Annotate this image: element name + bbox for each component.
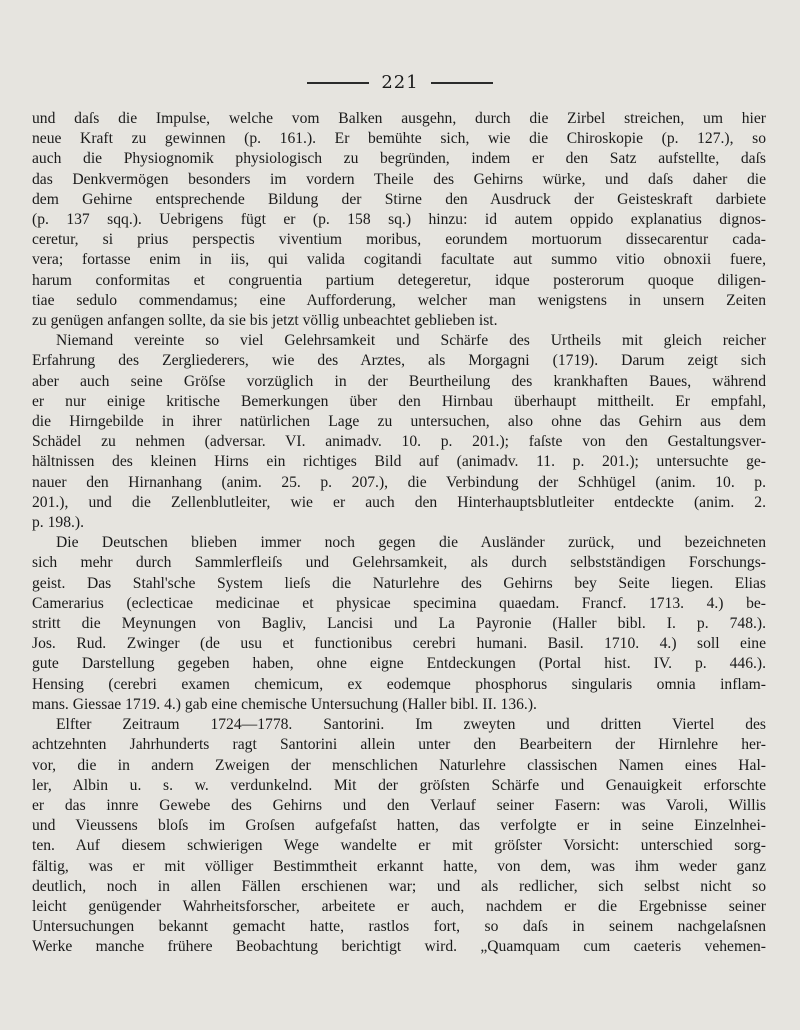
page-number: 221 bbox=[381, 72, 419, 93]
text-line: Erfahrung des Zergliederers, wie des Arztes, als Morgagni (1719). Darum zeigt sich bbox=[32, 352, 766, 370]
text-line: (p. 137 sqq.). Uebrigens fügt er (p. 158 sq.) hinzu: id autem oppido explanatius dignos- bbox=[32, 211, 766, 229]
text-line: geist. Das Stahl'sche System lieſs die Naturlehre des Gehirns bey Seite liegen. Elias bbox=[32, 574, 766, 592]
text-line: Elfter Zeitraum 1724—1778. Santorini. Im zweyten und dritten Viertel des bbox=[56, 716, 766, 734]
text-line: auch die Physiognomik physiologisch zu begründen, indem er den Satz aufstellte, daſs bbox=[32, 150, 766, 168]
text-line: er nur einige kritische Bemerkungen über den Hirnbau überhaupt mittheilt. Er empfahl, bbox=[32, 392, 766, 410]
text-line: Schädel zu nehmen (adversar. VI. animadv. 10. p. 201.); faſste von den Gestaltungsver- bbox=[32, 433, 766, 451]
text-line: er das innre Gewebe des Gehirns und den Verlauf seiner Fasern: was Varoli, Willis bbox=[32, 796, 766, 814]
paragraph bbox=[32, 109, 766, 331]
text-line: Untersuchungen bekannt gemacht hatte, rastlos fort, so daſs in seinem nachgelaſsnen bbox=[32, 918, 766, 936]
text-line: Werke manche frühere Beobachtung berichtigt wird. „Quamquam cum caeteris vehemen- bbox=[32, 938, 766, 956]
text-line: leicht genügender Wahrheitsforscher, arbeitete er auch, nachdem er die Ergebnisse seiner bbox=[32, 897, 766, 915]
text-line: fältig, was er mit völliger Bestimmtheit erkannt hatte, von dem, was ihm weder ganz bbox=[32, 857, 766, 875]
text-line: Die Deutschen blieben immer noch gegen die Ausländer zurück, und bezeichneten bbox=[56, 534, 766, 552]
header-rule-left bbox=[307, 82, 369, 84]
text-line: Camerarius (eclecticae medicinae et physicae specimina quaedam. Francf. 1713. 4.) be- bbox=[32, 594, 766, 612]
text-line: achtzehnten Jahrhunderts ragt Santorini allein unter den Bearbeitern der Hirnlehre her- bbox=[32, 736, 766, 754]
text-line: nauer den Hirnanhang (anim. 25. p. 207.), die Verbindung der Schhügel (anim. 10. p. bbox=[32, 473, 766, 491]
page-header bbox=[0, 72, 800, 93]
body-text bbox=[32, 109, 766, 958]
text-line: ten. Auf diesem schwierigen Wege wandelte er mit gröſster Vorsicht: unterschied sorg- bbox=[32, 837, 766, 855]
text-line: Niemand vereinte so viel Gelehrsamkeit und Schärfe des Urtheils mit gleich reicher bbox=[56, 332, 766, 350]
text-line: das Denkvermögen besonders im vordern Theile des Gehirns würke, und daſs daher die bbox=[32, 170, 766, 188]
text-line: harum conformitas et congruentia partium detegeretur, idque posterorum quoque diligen- bbox=[32, 271, 766, 289]
text-line: sich mehr durch Sammlerfleiſs und Gelehrsamkeit, als durch selbstständigen Forschungs- bbox=[32, 554, 766, 572]
header-rule-right bbox=[431, 82, 493, 84]
paragraph bbox=[32, 715, 766, 957]
text-line: stritt die Meynungen von Bagliv, Lancisi und La Payronie (Haller bibl. I. p. 748.). bbox=[32, 615, 766, 633]
paragraph bbox=[32, 331, 766, 533]
text-line: gute Darstellung gegeben haben, ohne eigne Entdeckungen (Portal hist. IV. p. 446.). bbox=[32, 655, 766, 673]
text-line: und daſs die Impulse, welche vom Balken ausgehn, durch die Zirbel streichen, um hier bbox=[32, 110, 766, 127]
text-line: neue Kraft zu gewinnen (p. 161.). Er bemühte sich, wie die Chiroskopie (p. 127.), so bbox=[32, 130, 766, 148]
text-line: mans. Giessae 1719. 4.) gab eine chemische Untersuchung (Haller bibl. II. 136.). bbox=[32, 695, 537, 713]
text-line: hältnissen des kleinen Hirns ein richtiges Bild auf (animadv. 11. p. 201.); untersuchte ge- bbox=[32, 453, 766, 471]
text-line: aber auch seine Gröſse vorzüglich in der Beurtheilung des krankhaften Baues, während bbox=[32, 372, 766, 390]
text-line: die Hirngebilde in ihrer natürlichen Lage zu untersuchen, also ohne das Gehirn aus dem bbox=[32, 413, 766, 431]
text-line: dem Gehirne entsprechende Bildung der Stirne den Ausdruck der Geisteskraft darbiete bbox=[32, 190, 766, 208]
text-line: deutlich, noch in allen Fällen erschienen war; und als redlicher, sich selbst nicht so bbox=[32, 877, 766, 895]
text-line: ler, Albin u. s. w. verdunkelnd. Mit der gröſsten Schärfe und Genauigkeit erforschte bbox=[32, 776, 766, 794]
text-line: zu genügen anfangen sollte, da sie bis jetzt völlig unbeachtet geblieben ist. bbox=[32, 312, 498, 330]
text-line: ceretur, si prius perspectis viventium moribus, eorundem mortuorum dissecarentur cada- bbox=[32, 231, 766, 249]
text-line: Hensing (cerebri examen chemicum, ex eodemque phosphorus singularis omnia inflam- bbox=[32, 675, 766, 693]
paragraph bbox=[32, 533, 766, 715]
text-line: p. 198.). bbox=[32, 514, 84, 532]
text-line: Jos. Rud. Zwinger (de usu et functionibus cerebri humani. Basil. 1710. 4.) soll eine bbox=[32, 635, 766, 653]
text-line: vor, die in andern Zweigen der menschlichen Naturlehre classischen Namen eines Hal- bbox=[32, 756, 766, 774]
text-line: 201.), und die Zellenblutleiter, wie er auch den Hinterhauptsblutleiter entdeckte (anim. 2. bbox=[32, 493, 766, 511]
text-line: vera; fortasse enim in iis, qui valida cogitandi facultate aut summo vitio obnoxii fuere, bbox=[32, 251, 766, 269]
text-line: und Vieussens bloſs im Groſsen aufgefaſst hatten, das verfolgte er in seine Einzelnhei- bbox=[32, 817, 766, 835]
text-line: tiae sedulo commendamus; eine Aufforderung, welcher man wenigstens in unsern Zeiten bbox=[32, 291, 766, 309]
